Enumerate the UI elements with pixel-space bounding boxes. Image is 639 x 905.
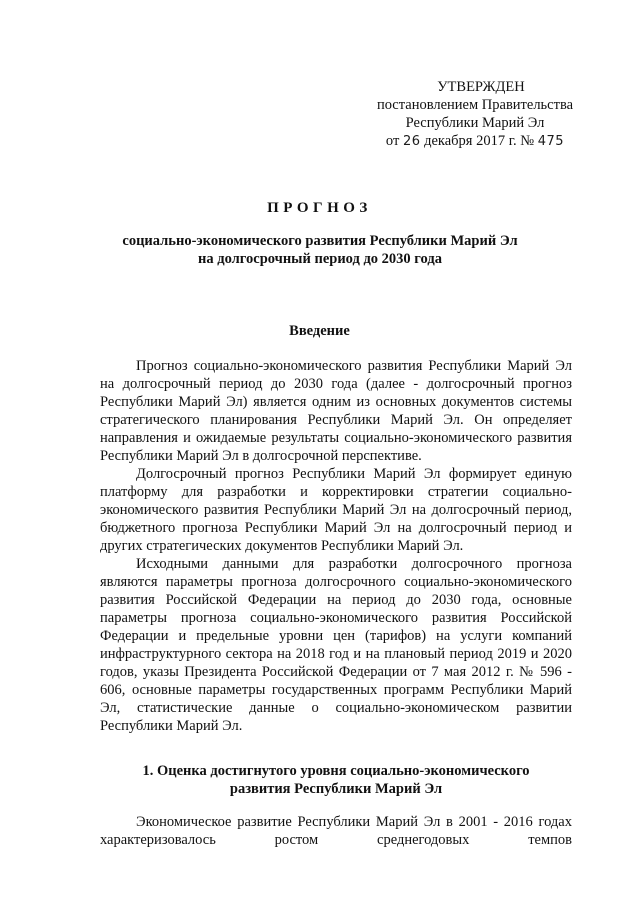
document-subtitle <box>100 232 540 268</box>
subtitle-line-2: на долгосрочный период до 2030 года <box>198 251 442 267</box>
approval-line-republic: Республики Марий Эл <box>405 115 545 131</box>
paragraph: Долгосрочный прогноз Республики Марий Эл формирует единую платформу для разработки и корректировки стратегии социально-экономического развития Республики Марий Эл на долгосрочный период, бюджетного прогноза Республики Марий Эл на долгосрочный период и других стратегических документов Республики Марий Эл. <box>100 466 572 554</box>
date-text: декабря 2017 г. № <box>424 133 535 149</box>
intro-heading: Введение <box>289 323 350 339</box>
paragraph: Исходными данными для разработки долгосрочного прогноза являются параметры прогноза долгосрочного социально-экономического развития Российской Федерации на период до 2030 года, основные параметры прогноза социально-экономического развития Российской Федерации и предельные уровни цен (тарифов) на услуги компаний инфраструктурного сектора на 2018 год и на плановый период 2019 и 2020 годов, указы Президента Российской Федерации от 7 мая 2012 г. № 596 - 606, основные параметры государственных программ Республики Марий Эл, статистические данные о социально-экономическом развитии Республики Марий Эл. <box>100 556 572 734</box>
decree-number: 475 <box>537 134 565 149</box>
paragraph: Экономическое развитие Республики Марий Эл в 2001 - 2016 годах характеризовалось ростом среднегодовых темпов <box>100 814 572 848</box>
section-heading-line-1: 1. Оценка достигнутого уровня социально-экономического <box>142 763 530 779</box>
date-prefix: от <box>385 133 400 149</box>
intro-body <box>100 357 572 735</box>
section-1-heading <box>100 762 572 798</box>
section-1-body <box>100 813 572 849</box>
paragraph: Прогноз социально-экономического развития Республики Марий Эл на долгосрочный период до 2030 года (далее - долгосрочный прогноз Республики Марий Эл) является одним из основных документов системы стратегического планирования Республики Марий Эл. Он определяет направления и ожидаемые результаты социально-экономического развития Республики Марий Эл в долгосрочной перспективе. <box>100 358 572 464</box>
approval-line-resolution: постановлением Правительства <box>376 97 574 113</box>
approval-stamp <box>360 78 590 151</box>
approval-date-row <box>360 132 590 151</box>
section-heading-line-2: развития Республики Марий Эл <box>229 781 443 797</box>
subtitle-line-1: социально-экономического развития Республики Марий Эл <box>122 233 518 249</box>
date-day: 26 <box>402 134 421 149</box>
approval-heading: УТВЕРЖДЕН <box>437 79 525 95</box>
document-title: ПРОГНОЗ <box>267 200 372 216</box>
